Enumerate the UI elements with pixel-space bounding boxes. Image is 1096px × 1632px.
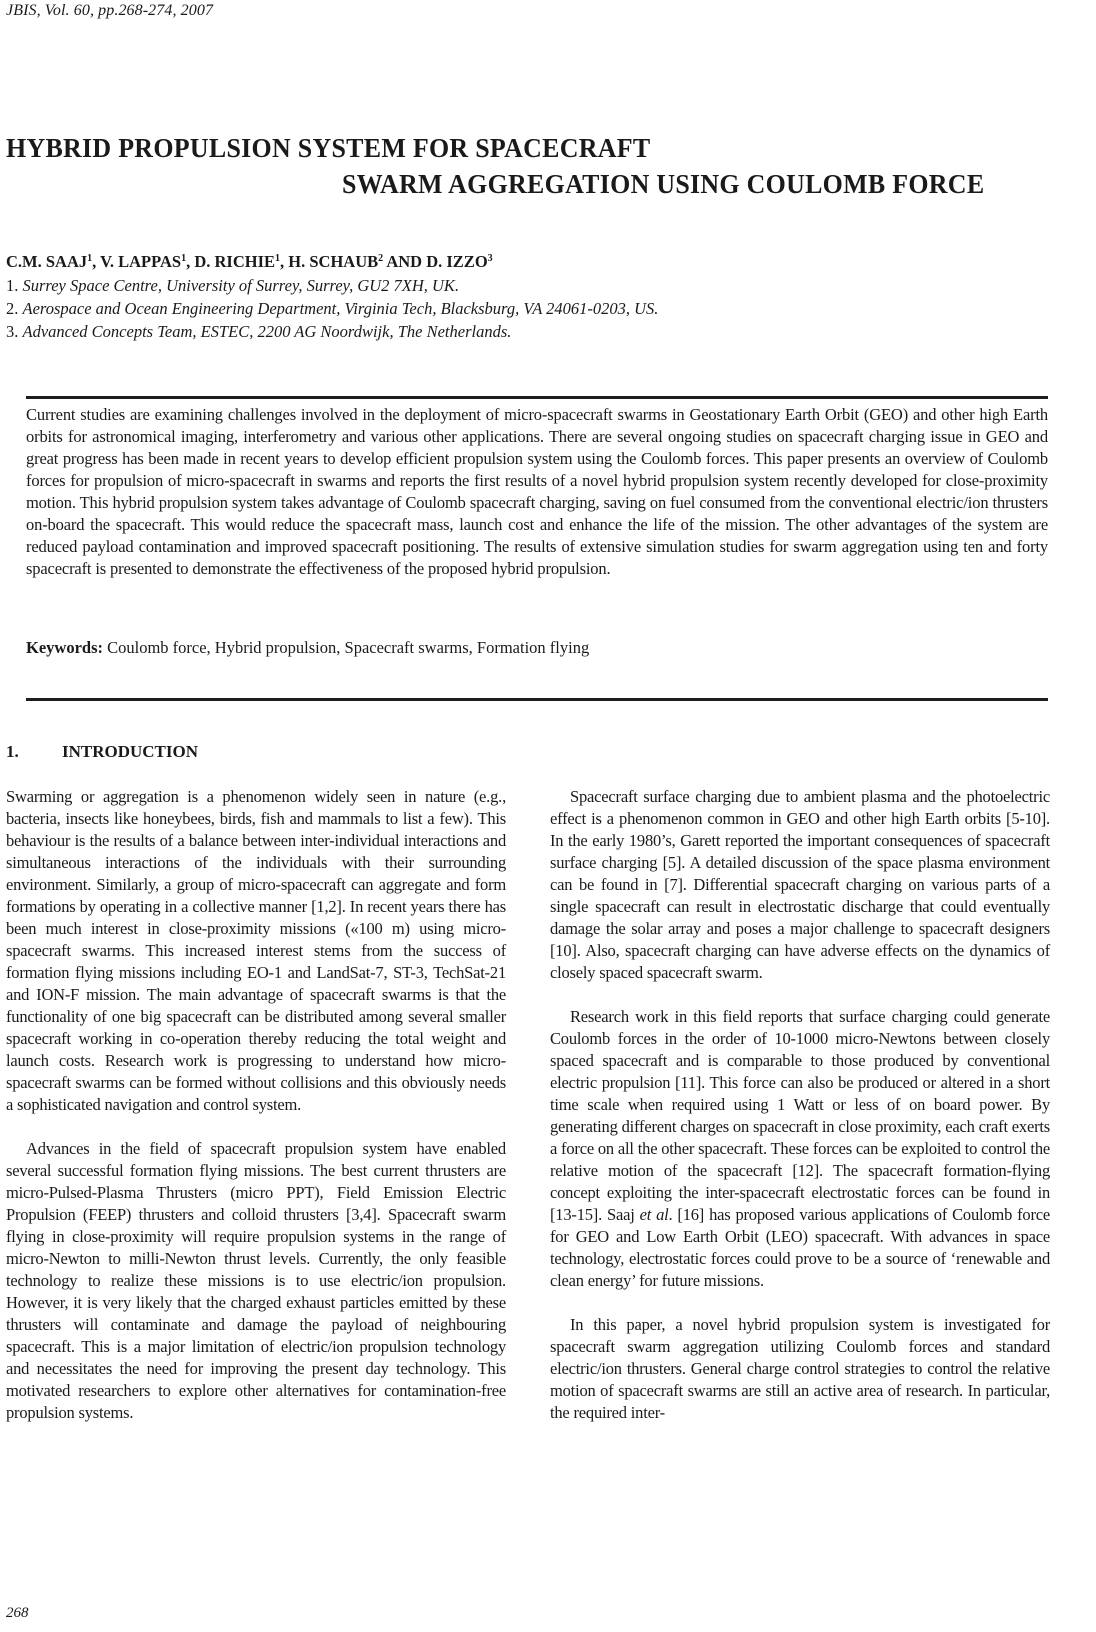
author-name: H. SCHAUB — [288, 252, 379, 271]
affiliation-list — [6, 274, 658, 343]
title-line-2: SWARM AGGREGATION USING COULOMB FORCE — [342, 169, 985, 199]
affiliation-number: 1. — [6, 276, 23, 295]
author — [100, 252, 194, 271]
left-column — [6, 786, 506, 1446]
author-affiliation-mark: 2 — [378, 253, 384, 264]
paragraph-text: Research work in this field reports that surface charging could generate Coulomb forces in the order of 10-1000 micro-Newtons between closely spaced spacecraft and is comparable to those produced by conventional electric propulsion [11]. This force can also be produced or altered in a short time scale when required using 1 Watt or less of on board power. By generating different charges on spacecraft in close proximity, each craft exerts a force on all the other spacecraft. These forces can be exploited to control the relative motion of the spacecraft [12]. The spacecraft formation-flying concept exploiting the inter-spacecraft electrostatic forces can be found in [13-15]. Saaj — [550, 1007, 1050, 1224]
author-name: V. LAPPAS — [100, 252, 182, 271]
abstract: Current studies are examining challenges involved in the deployment of micro-spacecraft swarms in Geostationary Earth Orbit (GEO) and other high Earth orbits for astronomical imaging, interferometry and various other applications. There are several ongoing studies on spacecraft charging issue in GEO and great progress has been made in recent years to develop efficient propulsion system using the Coulomb forces. This paper presents an overview of Coulomb forces for propulsion of micro-spacecraft in swarms and reports the first results of a novel hybrid propulsion system recently developed for close-proximity motion. This hybrid propulsion system takes advantage of Coulomb spacecraft charging, saving on fuel consumed from the conventional electric/ion thrusters on-board the spacecraft. This would reduce the spacecraft mass, launch cost and enhance the life of the mission. The other advantages of the system are reduced payload contamination and improved spacecraft positioning. The results of extensive simulation studies for swarm aggregation using ten and forty spacecraft is presented to demonstrate the effectiveness of the proposed hybrid propulsion. — [26, 405, 1048, 578]
affiliation-number: 3. — [6, 322, 23, 341]
paragraph-text: . [16] has proposed various applications of Coulomb force for GEO and Low Earth Orbit (LEO) spacecraft. With advances in space technology, electrostatic forces could prove to be a source of ‘renewable and clean energy’ for future missions. — [550, 1205, 1050, 1290]
section-number: 1. — [6, 742, 19, 761]
paragraph — [550, 1006, 1050, 1292]
author-name: C.M. SAAJ — [6, 252, 88, 271]
affiliation-text: Surrey Space Centre, University of Surrey, Surrey, GU2 7XH, UK. — [22, 276, 460, 295]
affiliation — [6, 274, 658, 297]
author-name: D. IZZO — [426, 252, 488, 271]
author-separator: , — [280, 252, 289, 271]
paragraph: Spacecraft surface charging due to ambient plasma and the photoelectric effect is a phenomenon common in GEO and other high Earth orbits [5-10]. In the early 1980’s, Garett reported the important consequences of spacecraft surface charging [5]. A detailed discussion of the space plasma environment can be found in [7]. Differential spacecraft charging on various parts of a single spacecraft can result in electrostatic discharge that could eventually damage the solar array and poses a major challenge to spacecraft designers [10]. Also, spacecraft charging can have adverse effects on the dynamics of closely spaced spacecraft swarm. — [550, 787, 1050, 982]
paragraph: Advances in the field of spacecraft propulsion system have enabled several successful formation flying missions. The best current thrusters are micro-Pulsed-Plasma Thrusters (micro PPT), Field Emission Electric Propulsion (FEEP) thrusters and colloid thrusters [3,4]. Spacecraft swarm flying in close-proximity will require propulsion systems in the range of micro-Newton to milli-Newton thrust levels. Currently, the only feasible technology to realize these missions is to use electric/ion propulsion. However, it is very likely that the charged exhaust particles emitted by these thrusters will contaminate and damage the payload of neighbouring spacecraft. This is a major limitation of electric/ion propulsion technology and necessitates the need for improving the present day technology. This motivated researchers to explore other alternatives for contamination-free propulsion systems. — [6, 1139, 506, 1422]
running-head: JBIS, Vol. 60, pp.268-274, 2007 — [6, 2, 214, 19]
citation-et-al: et al — [639, 1205, 669, 1224]
author — [426, 252, 492, 271]
author — [6, 252, 100, 271]
section-heading — [6, 742, 198, 762]
right-column — [550, 786, 1050, 1446]
author-affiliation-mark: 1 — [181, 253, 187, 264]
paragraph: Swarming or aggregation is a phenomenon widely seen in nature (e.g., bacteria, insects like honeybees, birds, fish and mammals to list a few). This behaviour is the results of a balance between inter-individual interactions and simultaneous interactions of the individuals with their surrounding environment. Similarly, a group of micro-spacecraft can aggregate and form formations by operating in a collective manner [1,2]. In recent years there has been much interest in close-proximity missions («100 m) using micro-spacecraft swarms. This increased interest stems from the success of formation flying missions including EO-1 and LandSat-7, ST-3, TechSat-21 and ION-F mission. The main advantage of spacecraft swarms is that the functionality of one big spacecraft can be distributed among several smaller spacecraft working in co-operation thereby reducing the total weight and launch costs. Research work is progressing to understand how micro- spacecraft swarms can be formed without collisions and this obviously needs a sophisticated navigation and control system. — [6, 787, 506, 1114]
affiliation — [6, 320, 658, 343]
abstract-bottom-rule — [26, 698, 1048, 701]
abstract-top-rule — [26, 396, 1048, 399]
author-name: D. RICHIE — [194, 252, 276, 271]
author-separator: AND — [383, 252, 427, 271]
keywords — [26, 637, 1048, 659]
author-affiliation-mark: 3 — [487, 253, 493, 264]
author-list — [6, 252, 493, 272]
author-affiliation-mark: 1 — [275, 253, 281, 264]
author-affiliation-mark: 1 — [87, 253, 93, 264]
author-separator: , — [186, 252, 195, 271]
affiliation-text: Aerospace and Ocean Engineering Department, Virginia Tech, Blacksburg, VA 24061-0203, US. — [22, 299, 659, 318]
keywords-text: Coulomb force, Hybrid propulsion, Spacecraft swarms, Formation flying — [103, 638, 590, 657]
affiliation-text: Advanced Concepts Team, ESTEC, 2200 AG Noordwijk, The Netherlands. — [22, 322, 512, 341]
paragraph: In this paper, a novel hybrid propulsion system is investigated for spacecraft swarm aggregation utilizing Coulomb forces and standard electric/ion thrusters. General charge control strategies to control the relative motion of spacecraft swarms are still an active area of research. In particular, the required inter- — [550, 1315, 1050, 1422]
author-separator: , — [92, 252, 101, 271]
paper-title — [6, 130, 1047, 202]
section-title: INTRODUCTION — [62, 742, 199, 761]
affiliation-number: 2. — [6, 299, 23, 318]
page-number: 268 — [6, 1605, 29, 1621]
title-line-1: HYBRID PROPULSION SYSTEM FOR SPACECRAFT — [6, 133, 651, 163]
author — [288, 252, 426, 271]
keywords-label: Keywords: — [26, 638, 103, 657]
author — [194, 252, 288, 271]
affiliation — [6, 297, 658, 320]
